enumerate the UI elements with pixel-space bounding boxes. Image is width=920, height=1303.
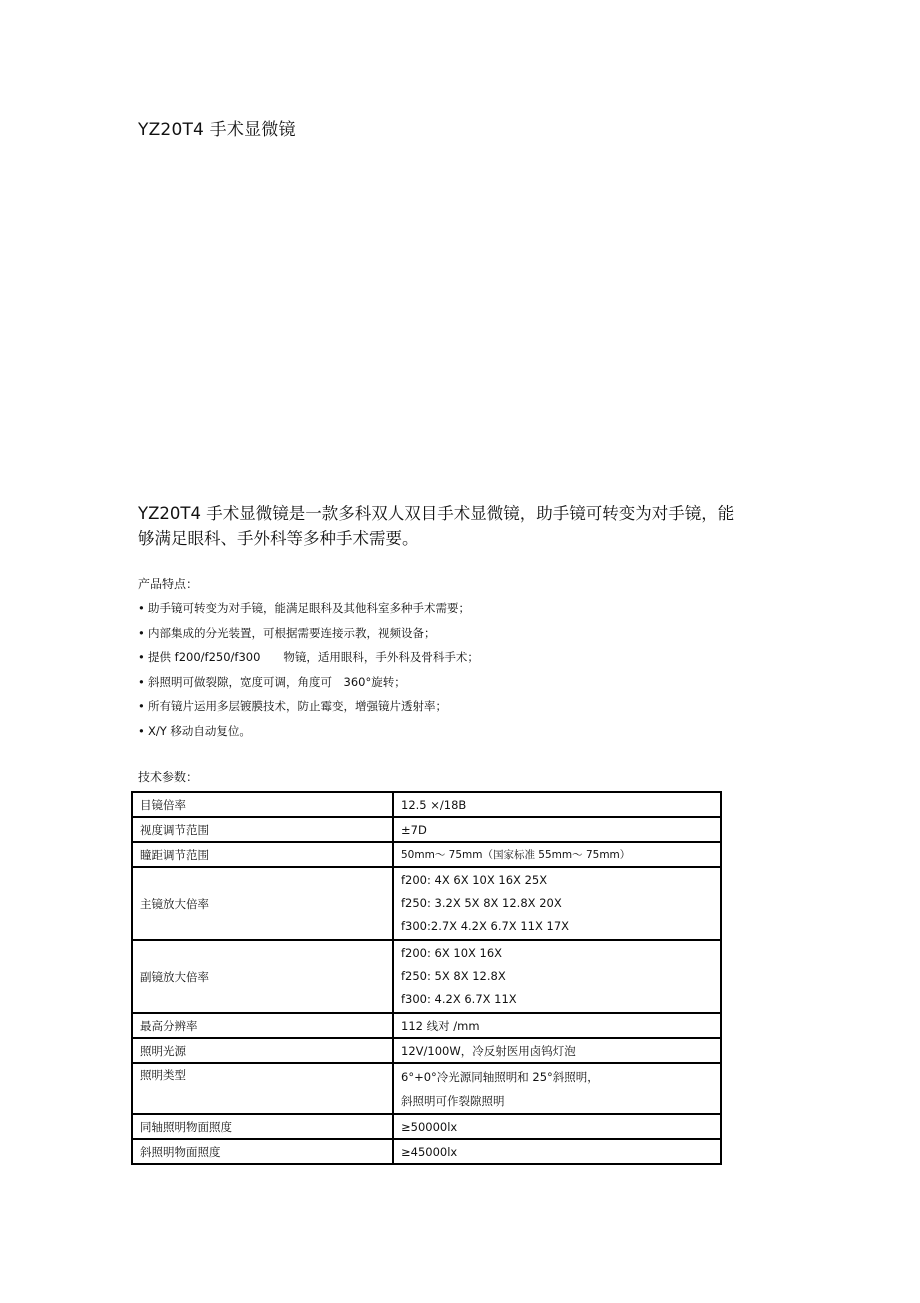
spec-value-line: f300:2.7X 4.2X 6.7X 11X 17X: [401, 919, 570, 933]
bullet-icon: •: [138, 699, 145, 713]
spec-name: 最高分辨率: [132, 1013, 393, 1038]
spec-value-line: f250: 5X 8X 12.8X: [401, 969, 506, 983]
feature-item: [138, 623, 479, 648]
spec-name: 照明光源: [132, 1038, 393, 1063]
spec-value: 12V/100W，冷反射医用卤钨灯泡: [393, 1038, 721, 1063]
feature-item: [138, 721, 479, 746]
spec-name: 目镜倍率: [132, 792, 393, 817]
table-row: [132, 1063, 721, 1114]
table-row: [132, 1114, 721, 1139]
spec-value-line: f200: 4X 6X 10X 16X 25X: [401, 873, 548, 887]
spec-value: 112 线对 /mm: [393, 1013, 721, 1038]
spec-value: 12.5 ×/18B: [393, 792, 721, 817]
bullet-icon: •: [138, 601, 145, 615]
bullet-icon: •: [138, 674, 145, 689]
spec-name: 瞳距调节范围: [132, 842, 393, 867]
table-row: [132, 1038, 721, 1063]
spec-value-line: 斜照明可作裂隙照明: [401, 1093, 505, 1108]
features-list: [138, 598, 479, 745]
bullet-icon: •: [138, 625, 145, 640]
table-row: [132, 1013, 721, 1038]
feature-text: 所有镜片运用多层镀膜技术，防止霉变，增强镜片透射率；: [148, 699, 447, 713]
table-row: [132, 842, 721, 867]
features-heading: 产品特点：: [138, 577, 199, 591]
spec-value: ±7D: [393, 817, 721, 842]
spec-value-line: f300: 4.2X 6.7X 11X: [401, 992, 517, 1006]
spec-name: 视度调节范围: [132, 817, 393, 842]
page-title: YZ20T4 手术显微镜: [138, 120, 296, 140]
spec-value: [393, 1063, 721, 1114]
feature-text: 内部集成的分光装置，可根据需要连接示教，视频设备；: [148, 625, 436, 640]
feature-text: X/Y 移动自动复位。: [148, 723, 251, 738]
product-intro: YZ20T4 手术显微镜是一款多科双人双目手术显微镜，助手镜可转变为对手镜，能够满足眼科、手外科等多种手术需要。: [138, 504, 735, 548]
spec-value: 50mm～ 75mm（国家标准 55mm～ 75mm）: [393, 842, 721, 867]
table-row: [132, 867, 721, 940]
bullet-icon: •: [138, 650, 145, 664]
feature-text: 助手镜可转变为对手镜，能满足眼科及其他科室多种手术需要；: [148, 601, 470, 615]
spec-value: [393, 940, 721, 1013]
spec-name: 主镜放大倍率: [132, 867, 393, 940]
feature-item: [138, 598, 479, 623]
spec-value: [393, 867, 721, 940]
spec-name: 照明类型: [132, 1063, 393, 1114]
spec-value-line: f250: 3.2X 5X 8X 12.8X 20X: [401, 896, 562, 910]
feature-text: 提供 f200/f250/f300 物镜，适用眼科，手外科及骨科手术；: [148, 650, 479, 664]
table-row: [132, 940, 721, 1013]
spec-name: 同轴照明物面照度: [132, 1114, 393, 1139]
spec-value-line: f200: 6X 10X 16X: [401, 946, 503, 960]
spec-name: 副镜放大倍率: [132, 940, 393, 1013]
specs-heading: 技术参数：: [138, 770, 199, 784]
spec-value: ≥45000lx: [393, 1139, 721, 1164]
spec-name: 斜照明物面照度: [132, 1139, 393, 1164]
feature-text: 斜照明可做裂隙，宽度可调，角度可 360°旋转；: [148, 674, 406, 689]
table-row: [132, 817, 721, 842]
bullet-icon: •: [138, 723, 145, 738]
table-row: [132, 792, 721, 817]
spec-value: ≥50000lx: [393, 1114, 721, 1139]
specs-table: [131, 791, 722, 1165]
feature-item: [138, 696, 479, 721]
feature-item: [138, 672, 479, 697]
feature-item: [138, 647, 479, 672]
table-row: [132, 1139, 721, 1164]
spec-value-line: 6°+0°冷光源同轴照明和 25°斜照明，: [401, 1069, 599, 1084]
